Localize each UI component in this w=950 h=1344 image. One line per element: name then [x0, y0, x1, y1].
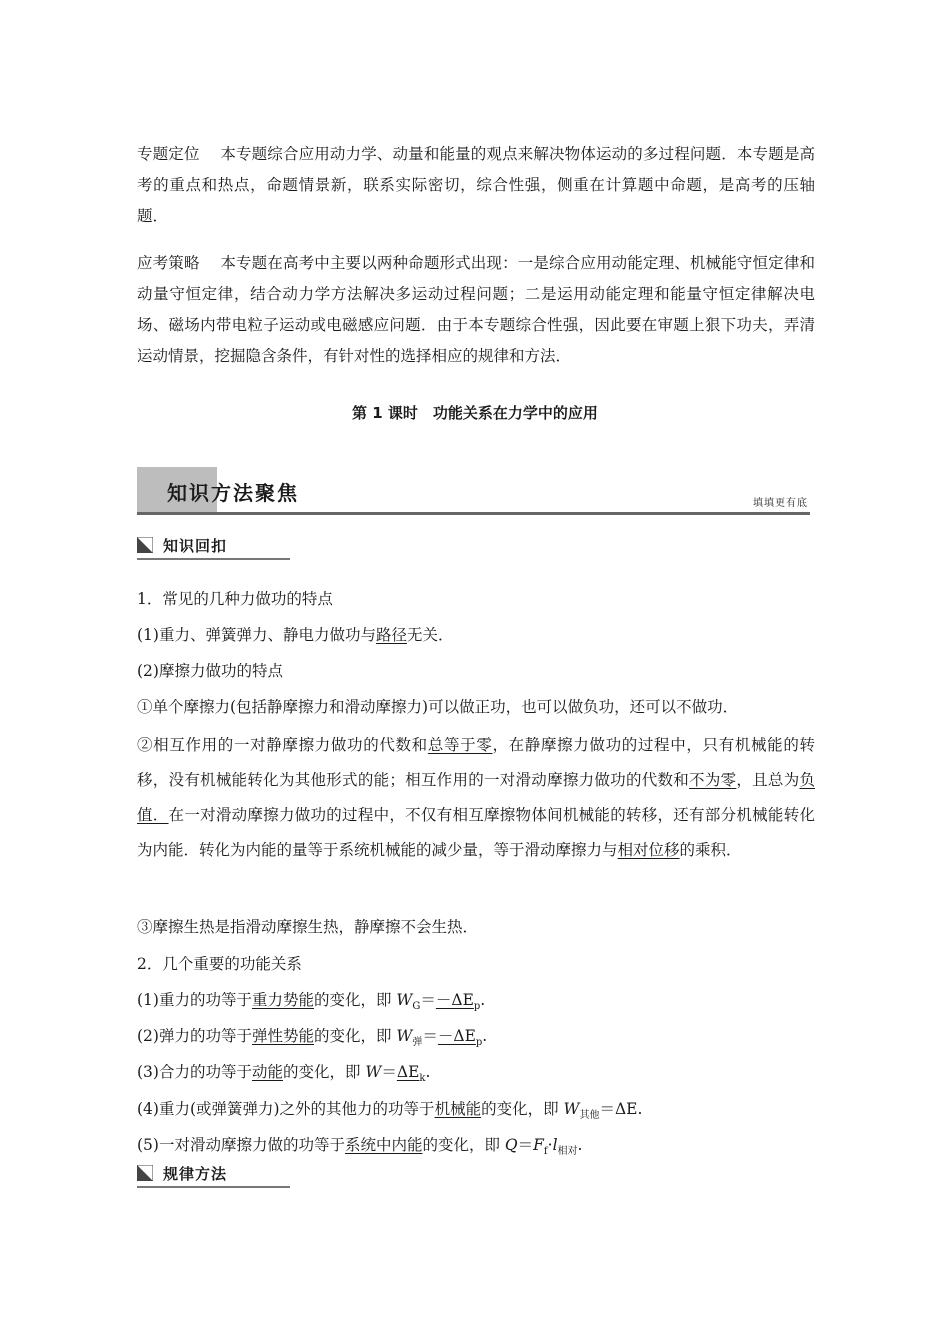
- banner-title: 知识方法聚焦: [167, 481, 299, 505]
- section-divider: [137, 1186, 290, 1188]
- heading-force-work: 1．常见的几种力做功的特点: [137, 590, 333, 608]
- blank-answer: 负值．: [137, 771, 815, 824]
- blank-answer: 相对位移: [617, 841, 680, 859]
- section-header-knowledge: [137, 534, 290, 560]
- section-banner: [137, 467, 810, 515]
- blank-answer: $-\Delta E_p$: [437, 1027, 483, 1049]
- relation-friction-heat: (5)一对滑动摩擦力做的功等于系统中内能的变化，即 $Q=F_f\cdot l_{相对}$.: [137, 1136, 583, 1158]
- relation-net-force: (3)合力的功等于动能的变化，即 $W=\Delta E_k$.: [137, 1063, 431, 1085]
- blank-answer: 路径: [375, 626, 407, 644]
- strategy-label: 应考策略: [137, 254, 200, 272]
- strategy-text: 本专题在高考中主要以两种命题形式出现：一是综合应用动能定理、机械能守恒定律和动量守恒定律，结合动力学方法解决多运动过程问题；二是运用动能定理和能量守恒定律解决电场、磁场内带电粒子运动或电磁感应问题．由于本专题综合性强，因此要在审题上狠下功夫，弄清运动情景，挖掘隐含条件，有针对性的选择相应的规律和方法．: [137, 254, 815, 365]
- heading-work-energy: 2．几个重要的功能关系: [137, 955, 302, 973]
- lesson-title: 第 1 课时 功能关系在力学中的应用: [352, 404, 598, 422]
- banner-subtitle: 填填更有底: [753, 498, 808, 509]
- blank-answer: 总等于零: [427, 736, 493, 754]
- blank-answer: 重力势能: [251, 991, 314, 1009]
- item-single-friction: ①单个摩擦力(包括静摩擦力和滑动摩擦力)可以做正功，也可以做负功，还可以不做功．: [137, 698, 739, 716]
- relation-gravity: (1)重力的功等于重力势能的变化，即 $W_G=-\Delta E_p$.: [137, 991, 486, 1013]
- corner-arrow-icon: [137, 1165, 153, 1181]
- section-label: 知识回扣: [163, 537, 228, 555]
- blank-answer: 动能: [251, 1063, 283, 1081]
- banner-divider: [137, 512, 810, 515]
- section-divider: [137, 558, 290, 560]
- blank-answer: $\Delta E_k$: [396, 1063, 426, 1085]
- item-conservative-forces: (1)重力、弹簧弹力、静电力做功与路径无关．: [137, 626, 454, 644]
- item-friction-pair: ②相互作用的一对静摩擦力做功的代数和总等于零，在静摩擦力做功的过程中，只有机械能的转移，没有机械能转化为其他形式的能；相互作用的一对滑动摩擦力做功的代数和不为零，且总为负值．在一对滑动摩擦力做功的过程中，不仅有相互摩擦物体间机械能的转移，还有部分机械能转化为内能．转化为内能的量等于系统机械能的减少量，等于滑动摩擦力与相对位移的乘积．: [137, 736, 815, 859]
- blank-answer: 不为零: [689, 771, 737, 789]
- item-friction-heat: ③摩擦生热是指滑动摩擦生热，静摩擦不会生热．: [137, 918, 479, 936]
- positioning-paragraph: [137, 139, 815, 232]
- blank-answer: 机械能: [434, 1100, 482, 1118]
- positioning-text: 本专题综合应用动力学、动量和能量的观点来解决物体运动的多过程问题．本专题是高考的重点和热点，命题情景新，联系实际密切，综合性强，侧重在计算题中命题，是高考的压轴题．: [137, 145, 815, 225]
- relation-other-forces: (4)重力(或弹簧弹力)之外的其他力的功等于机械能的变化，即 $W_{其他}=\Delta E$.: [137, 1100, 643, 1122]
- section-label: 规律方法: [163, 1165, 228, 1183]
- item-friction-heading: (2)摩擦力做功的特点: [137, 662, 283, 680]
- positioning-label: 专题定位: [137, 145, 200, 163]
- blank-answer: 弹性势能: [251, 1027, 314, 1045]
- corner-arrow-icon: [137, 537, 153, 553]
- section-header-methods: [137, 1162, 290, 1188]
- relation-elastic: (2)弹力的功等于弹性势能的变化，即 $W_弹=-\Delta E_p$.: [137, 1027, 488, 1049]
- strategy-paragraph: [137, 248, 815, 372]
- blank-answer: 系统中内能: [344, 1136, 423, 1154]
- blank-answer: $-\Delta E_p$: [435, 991, 481, 1013]
